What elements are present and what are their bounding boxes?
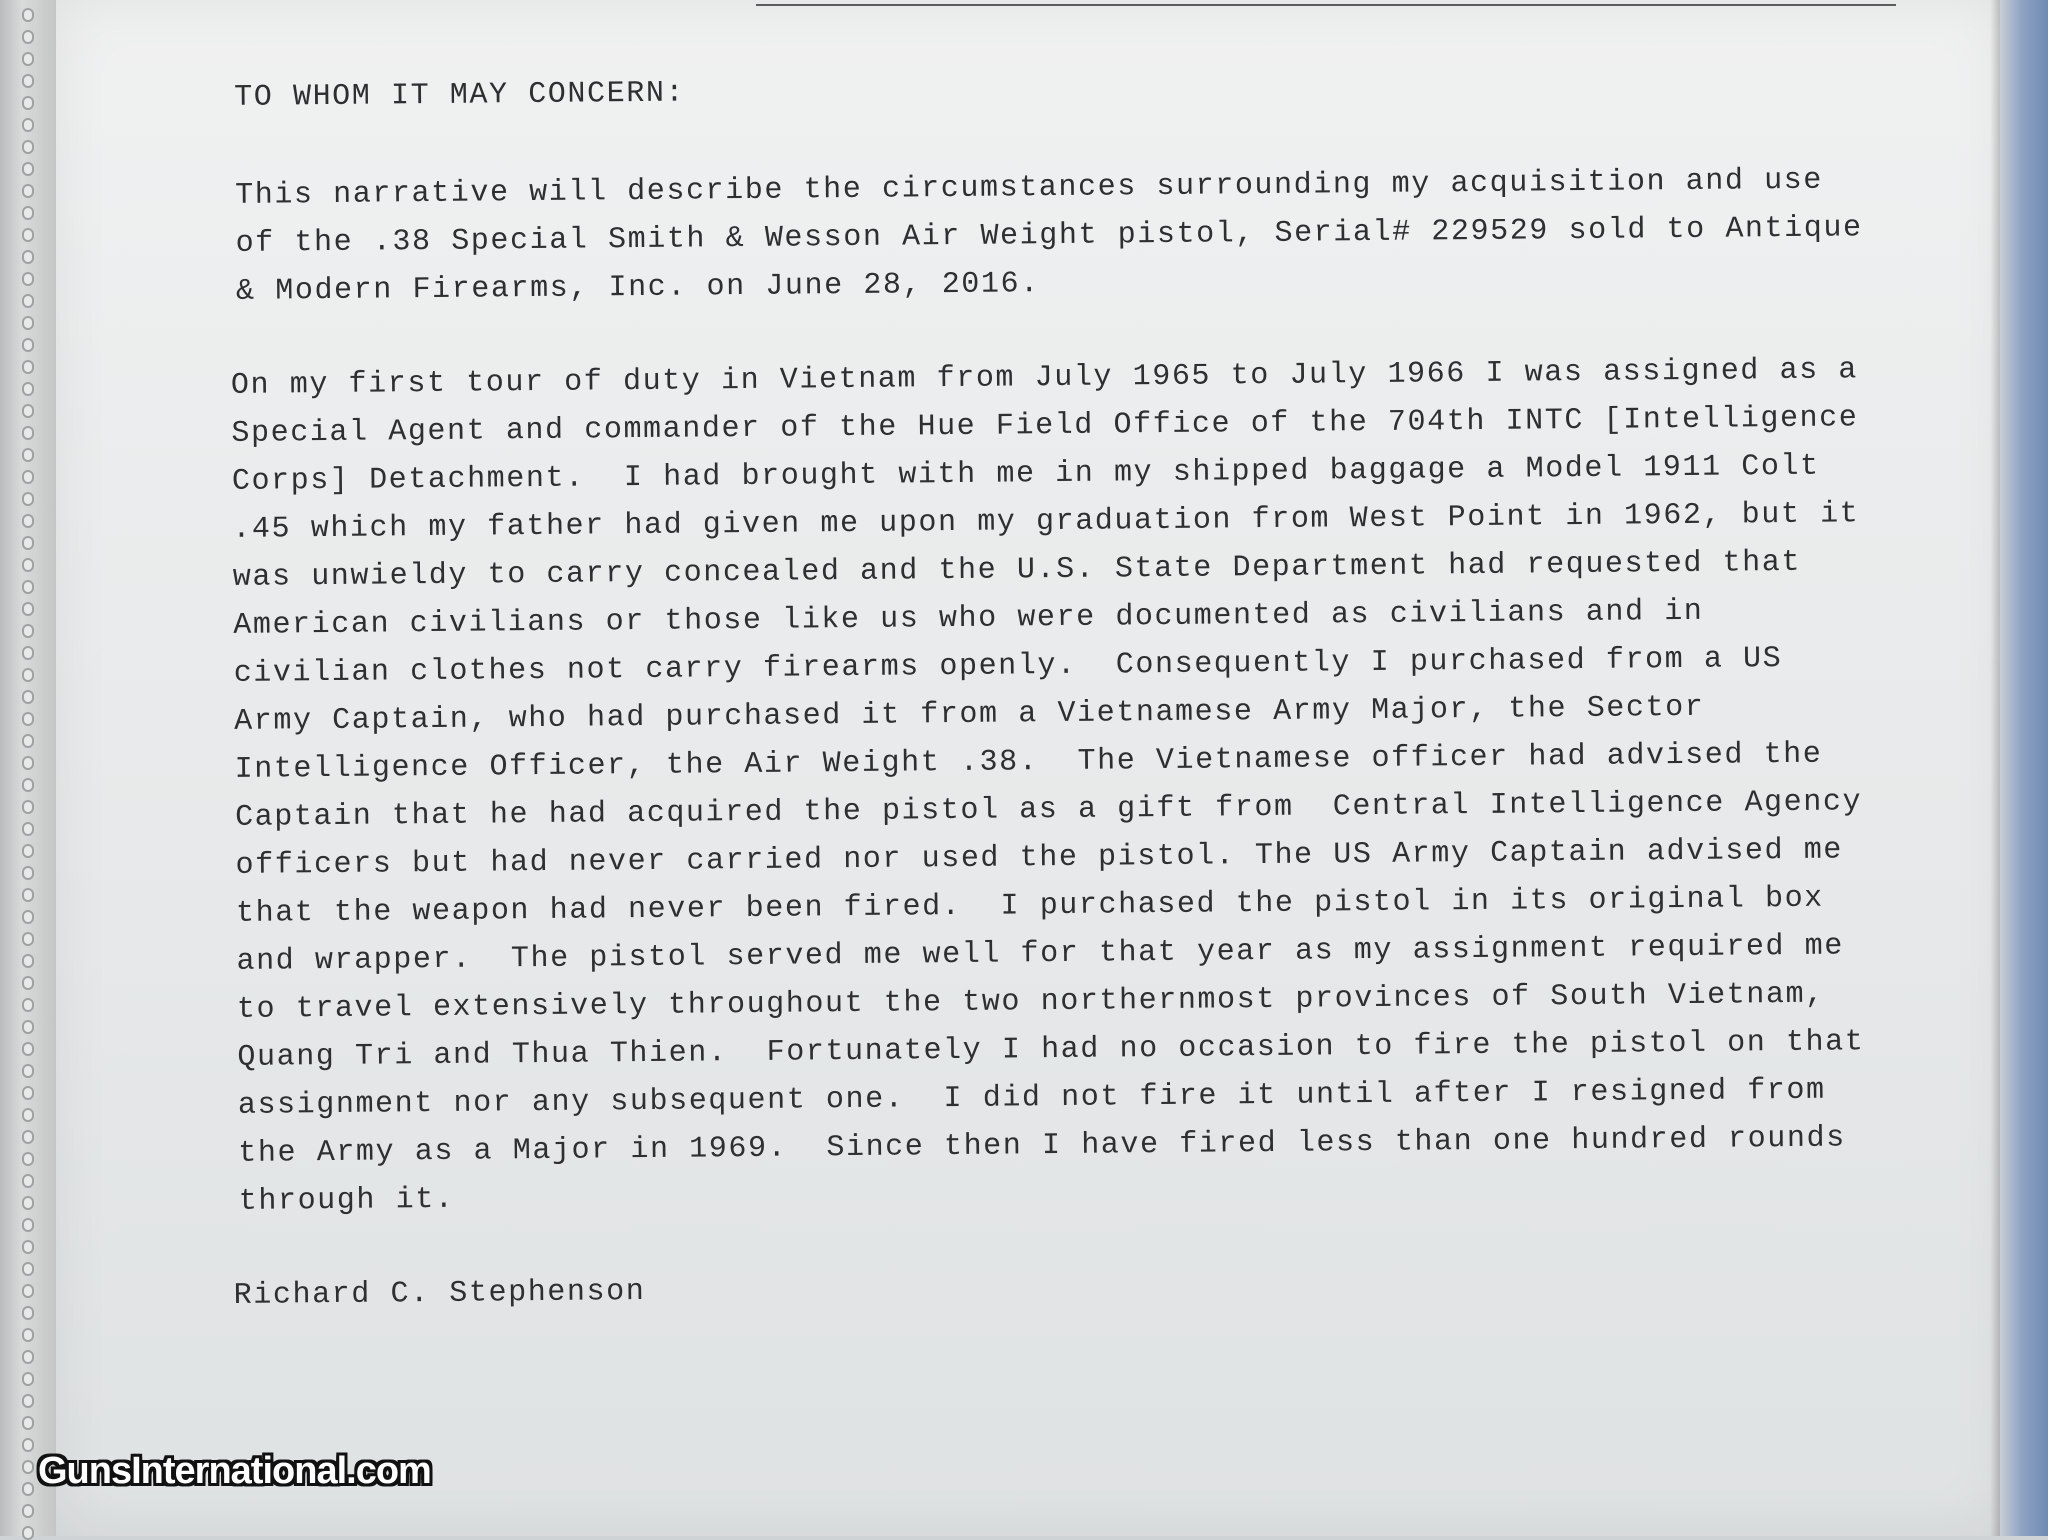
- binder-hole: [22, 1020, 34, 1034]
- text-line: Corps] Detachment. I had brought with me in my shipped baggage a Model 1911 Colt: [231, 449, 1820, 499]
- binder-hole: [22, 360, 34, 374]
- binder-hole: [22, 602, 34, 616]
- binder-hole: [22, 888, 34, 902]
- binder-hole: [22, 1284, 34, 1298]
- binder-hole: [22, 1064, 34, 1078]
- text-line: & Modern Firearms, Inc. on June 28, 2016.: [235, 267, 1040, 309]
- binder-hole: [22, 624, 34, 638]
- binder-hole: [22, 294, 34, 308]
- binder-hole: [22, 822, 34, 836]
- letter-greeting: TO WHOM IT MAY CONCERN:: [234, 76, 686, 115]
- binder-hole: [22, 338, 34, 352]
- binder-hole: [22, 1086, 34, 1100]
- binder-hole: [22, 74, 34, 88]
- text-line: to travel extensively throughout the two northernmost provinces of South Vietnam,: [236, 977, 1825, 1027]
- binder-hole: [22, 272, 34, 286]
- binder-hole: [22, 866, 34, 880]
- text-line: the Army as a Major in 1969. Since then I have fired less than one hundred rounds: [238, 1121, 1846, 1171]
- binder-hole: [22, 976, 34, 990]
- text-line: This narrative will describe the circumstances surrounding my acquisition and use: [235, 163, 1824, 213]
- binder-hole: [22, 954, 34, 968]
- binder-hole: [22, 1218, 34, 1232]
- binder-hole: [22, 1240, 34, 1254]
- signature-name: Richard C. Stephenson: [233, 1274, 646, 1313]
- binder-hole: [22, 668, 34, 682]
- binder-hole: [22, 734, 34, 748]
- text-line: civilian clothes not carry firearms openly. Consequently I purchased from a US: [233, 642, 1783, 691]
- binder-hole: [22, 932, 34, 946]
- binder-hole: [22, 690, 34, 704]
- binder-hole: [22, 162, 34, 176]
- letter-body: [222, 58, 1874, 1320]
- watermark-logo: GunsInternational.com: [38, 1450, 431, 1492]
- binder-hole: [22, 712, 34, 726]
- binder-hole: [22, 1306, 34, 1320]
- text-line: was unwieldy to carry concealed and the U.S. State Department had requested that: [232, 545, 1802, 595]
- folder-edge: [2000, 0, 2048, 1536]
- sheet-edge-shadow: [1990, 0, 2000, 1536]
- text-line: of the .38 Special Smith & Wesson Air Weight pistol, Serial# 229529 sold to Antique: [235, 211, 1863, 261]
- text-line: Captain that he had acquired the pistol as a gift from Central Intelligence Agency: [234, 785, 1863, 835]
- binder-hole: [22, 228, 34, 242]
- text-line: Quang Tri and Thua Thien. Fortunately I had no occasion to fire the pistol on that: [237, 1025, 1865, 1075]
- binder-hole: [22, 1416, 34, 1430]
- binder-hole: [22, 426, 34, 440]
- binder-hole: [22, 1504, 34, 1518]
- binder-hole: [22, 1394, 34, 1408]
- binder-hole: [22, 448, 34, 462]
- binder-hole: [22, 184, 34, 198]
- binder-hole: [22, 206, 34, 220]
- text-line: Army Captain, who had purchased it from a Vietnamese Army Major, the Sector: [234, 690, 1705, 739]
- binder-hole: [22, 470, 34, 484]
- binder-hole: [22, 1130, 34, 1144]
- binder-strip: [0, 0, 58, 1536]
- text-line: Special Agent and commander of the Hue Field Office of the 704th INTC [Intelligence: [231, 401, 1859, 451]
- binder-hole: [22, 382, 34, 396]
- binder-hole: [22, 844, 34, 858]
- text-line: On my first tour of duty in Vietnam from July 1965 to July 1966 I was assigned as a: [230, 353, 1859, 403]
- binder-hole: [22, 1108, 34, 1122]
- binder-hole: [22, 778, 34, 792]
- binder-hole: [22, 800, 34, 814]
- paragraph-narrative: [225, 346, 1873, 1226]
- binder-hole: [22, 1042, 34, 1056]
- binder-hole: [22, 558, 34, 572]
- binder-hole: [22, 1350, 34, 1364]
- binder-hole: [22, 1328, 34, 1342]
- binder-hole: [22, 404, 34, 418]
- binder-hole: [22, 1372, 34, 1386]
- binder-hole: [22, 52, 34, 66]
- binder-hole: [22, 140, 34, 154]
- binder-hole: [22, 30, 34, 44]
- top-rule: [756, 4, 1896, 6]
- binder-hole: [22, 492, 34, 506]
- binder-hole: [22, 646, 34, 660]
- text-line: American civilians or those like us who were documented as civilians and in: [233, 594, 1704, 643]
- text-line: and wrapper. The pistol served me well for that year as my assignment required me: [236, 929, 1845, 979]
- binder-hole: [22, 910, 34, 924]
- binder-hole: [22, 96, 34, 110]
- binder-hole: [22, 998, 34, 1012]
- text-line: officers but had never carried nor used the pistol. The US Army Captain advised me: [235, 833, 1844, 883]
- binder-hole: [22, 580, 34, 594]
- text-line: assignment nor any subsequent one. I did not fire it until after I resigned from: [237, 1073, 1826, 1123]
- binder-hole: [22, 1262, 34, 1276]
- text-line: that the weapon had never been fired. I purchased the pistol in its original box: [235, 881, 1824, 931]
- binder-hole: [22, 316, 34, 330]
- text-line: Intelligence Officer, the Air Weight .38. The Vietnamese officer had advised the: [234, 737, 1823, 787]
- binder-hole: [22, 250, 34, 264]
- text-line: through it.: [238, 1182, 455, 1219]
- text-line: .45 which my father had given me upon my graduation from West Point in 1962, but it: [232, 497, 1860, 547]
- binder-hole: [22, 756, 34, 770]
- binder-hole: [22, 1152, 34, 1166]
- binder-hole: [22, 8, 34, 22]
- binder-hole: [22, 118, 34, 132]
- binder-hole: [22, 1174, 34, 1188]
- binder-hole: [22, 536, 34, 550]
- paragraph-intro: [223, 156, 1864, 316]
- binder-hole: [22, 1196, 34, 1210]
- binder-hole: [22, 514, 34, 528]
- binder-hole: [22, 1526, 34, 1540]
